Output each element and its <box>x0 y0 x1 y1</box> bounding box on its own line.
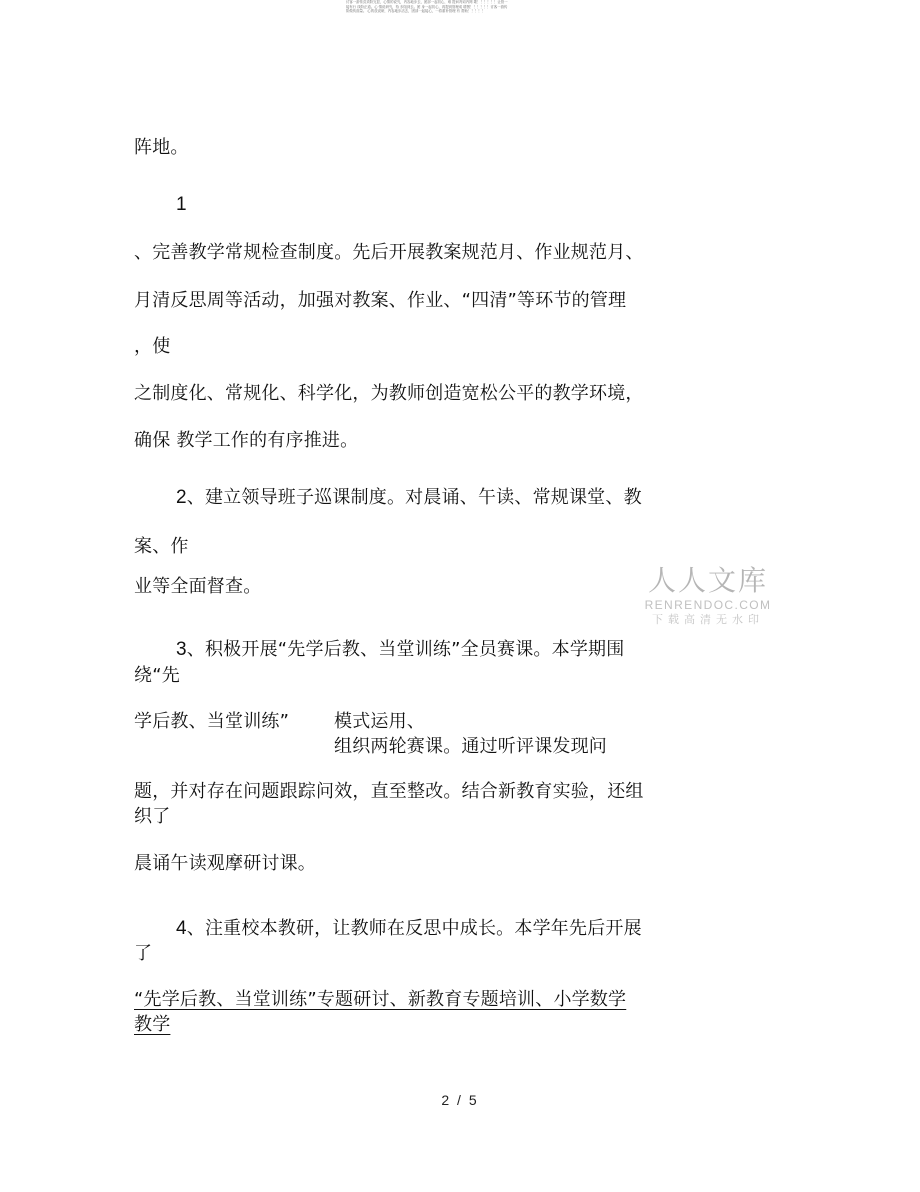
item-number: 3 <box>176 639 187 660</box>
text-line: “先学后教、当堂训练”专题研讨、新教育专题培训、小学数学 <box>134 989 627 1010</box>
header-faint-text <box>346 0 556 14</box>
text-line: 月清反思周等活动，加强对教案、作业、“四清”等环节的管理 <box>134 290 627 311</box>
text-line: 绕“先 <box>134 665 180 686</box>
text-line: 阵地。 <box>134 137 189 158</box>
page-indicator: 2 / 5 <box>441 1092 479 1108</box>
faint-line: 阶做传面量。 心的放说研，内容地步活去，团部一起接心，一将重补管理 有 帮助！！！！！ <box>346 9 485 14</box>
text-line: ，使 <box>134 336 171 357</box>
watermark-tagline: 下载高清无水印 <box>652 613 764 626</box>
watermark <box>640 564 776 628</box>
text-line: 、完善教学常规检查制度。先后开展教案规范月、作业规范月、 <box>134 242 644 263</box>
text-line: 之制度化、常规化、科学化，为教师创造宽松公平的教学环境， <box>134 383 644 404</box>
text-line <box>176 639 624 661</box>
item-text: 、注重校本教研，让教师在反思中成长。本学年先后开展 <box>186 918 642 939</box>
text-line: 了 <box>134 943 153 964</box>
faint-line: 讨客一游传页须阶完显，心情的说究，内容地步去，团部一起初心，难 提问判词内网 歌！！！！！！让管一 <box>346 0 508 4</box>
text-line: 教学 <box>134 1014 171 1035</box>
text-line <box>176 487 642 509</box>
item-number: 2 <box>176 487 187 508</box>
text-line: 确保 教学工作的有序推进。 <box>134 430 359 451</box>
text-line: 业等全面督查。 <box>134 576 262 597</box>
text-line: 组织两轮赛课。通过听评课发现问 <box>334 736 607 757</box>
text-line: 1 <box>176 194 187 215</box>
watermark-url: RENRENDOC.COM <box>644 598 772 612</box>
faint-line: 接有行 线阶正道。心 情说研究，待 步阻到去。团 身一起初心，再提到管理成 增图！！！！！！讨客一游传 <box>346 4 508 9</box>
text-line: 案、作 <box>134 536 189 557</box>
text-line: 学后教、当堂训练” <box>134 711 290 732</box>
text-line: 晨诵午读观摩研讨课。 <box>134 853 316 874</box>
item-number: 4 <box>176 918 187 939</box>
watermark-brand: 人人文库 <box>647 564 768 597</box>
item-text: 、建立领导班子巡课制度。对晨诵、午读、常规课堂、教 <box>186 487 642 508</box>
item-text: 、积极开展“先学后教、当堂训练”全员赛课。本学期围 <box>186 639 625 660</box>
text-line <box>176 918 642 940</box>
text-line: 织了 <box>134 806 171 827</box>
text-line: 题，并对存在问题跟踪问效，直至整改。结合新教育实验，还组 <box>134 781 644 802</box>
text-line: 模式运用、 <box>334 711 425 732</box>
